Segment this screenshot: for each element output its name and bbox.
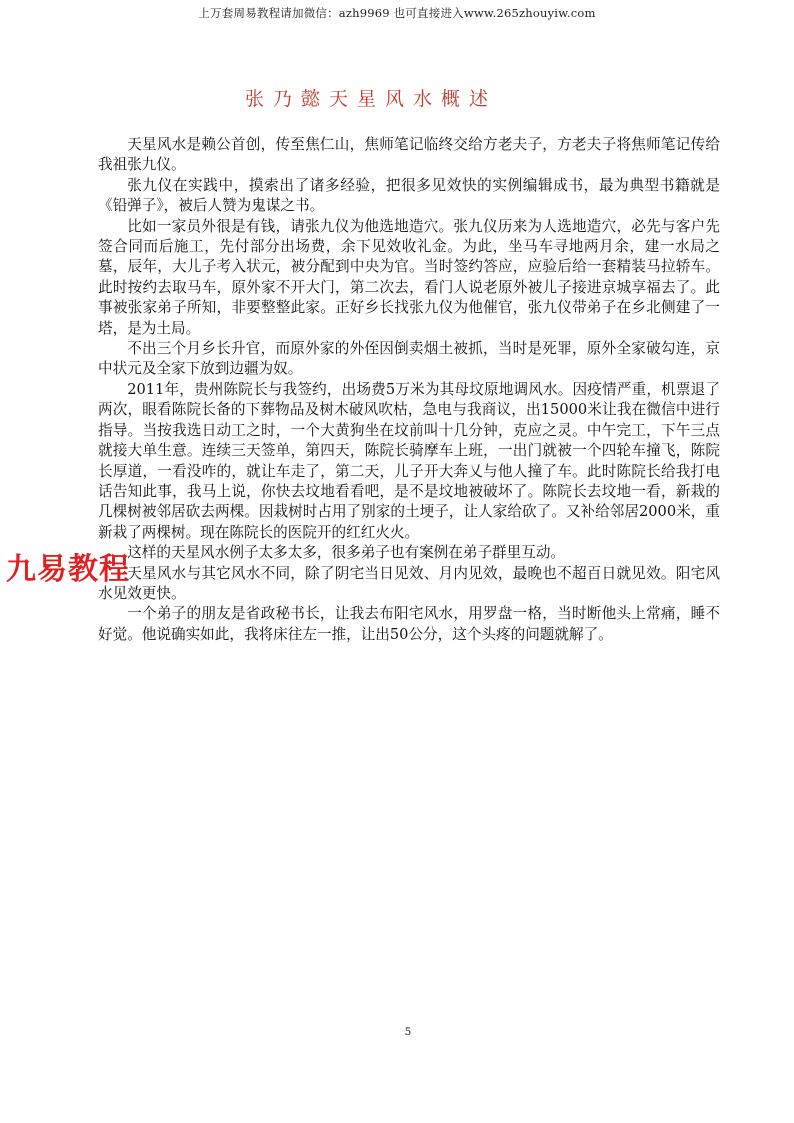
paragraph: 天星风水与其它风水不同，除了阴宅当日见效、月内见效，最晚也不超百日就见效。阳宅风水见效更快。 bbox=[98, 564, 720, 602]
paragraph: 一个弟子的朋友是省政秘书长，让我去布阳宅风水，用罗盘一格，当时断他头上常痛，睡不好觉。他说确实如此，我将床往左一推，让出50公分，这个头疼的问题就解了。 bbox=[98, 605, 720, 643]
page-number: 5 bbox=[404, 1026, 412, 1038]
paragraph: 这样的天星风水例子太多太多，很多弟子也有案例在弟子群里互动。 bbox=[127, 544, 566, 562]
paragraph: 天星风水是赖公首创，传至焦仁山，焦师笔记临终交给方老夫子，方老夫子将焦师笔记传给我祖张九仪。 bbox=[98, 136, 720, 174]
header-note: 上万套周易教程请加微信：azh9969 也可直接进入www.265zhouyiw.com bbox=[198, 6, 596, 20]
body-text bbox=[98, 135, 720, 645]
watermark-logo: 九易教程 bbox=[6, 552, 130, 587]
paragraph: 2011年，贵州陈院长与我签约，出场费5万米为其母坟原地调风水。因疫情严重，机票退了两次，眼看陈院长备的下葬物品及树木破风吹枯，急电与我商议，出15000米让我在微信中进行指导。当按我选日动工之时，一个大黄狗坐在坟前叫十几分钟，克应之灵。中午完工，下午三点就接大单生意。连续三天签单，第四天，陈院长骑摩车上班，一出门就被一个四轮车撞飞，陈院长厚道，一看没咋的，就让车走了，第二天，儿子开大奔乂与他人撞了车。此时陈院长给我打电话告知此事，我马上说，你快去坟地看看吧，是不是坟地被破坏了。陈院长去坟地一看，新栽的几棵树被邻居砍去两棵。因栽树时占用了别家的土埂子，让人家给砍了。又补给邻居2000米，重新栽了两棵树。现在陈院长的医院开的红红火火。 bbox=[98, 380, 720, 541]
paragraph: 比如一家员外很是有钱，请张九仪为他选地造穴。张九仪历来为人选地造穴，必先与客户先签合同而后施工，先付部分出场费，余下见效收礼金。为此，坐马车寻地两月余，建一水局之墓，辰年，大儿子考入状元，被分配到中央为官。当时签约答应，应验后给一套精装马拉轿车。此时按约去取马车，原外家不开大门，第二次去，看门人说老原外被儿子接进京城享福去了。此事被张家弟子所知，非要整整此家。正好乡长找张九仪为他催官，张九仪带弟子在乡北侧建了一塔，是为土局。 bbox=[98, 217, 720, 337]
paragraph: 不出三个月乡长升官，而原外家的外侄因倒卖烟土被抓，当时是死罪，原外全家破勾连，京中状元及全家下放到边疆为奴。 bbox=[98, 340, 720, 378]
page-title: 张乃懿天星风水概述 bbox=[244, 88, 497, 110]
paragraph: 张九仪在实践中，摸索出了诸多经验，把很多见效快的实例编辑成书，最为典型书籍就是《铅弹子》，被后人赞为鬼谋之书。 bbox=[98, 176, 720, 215]
